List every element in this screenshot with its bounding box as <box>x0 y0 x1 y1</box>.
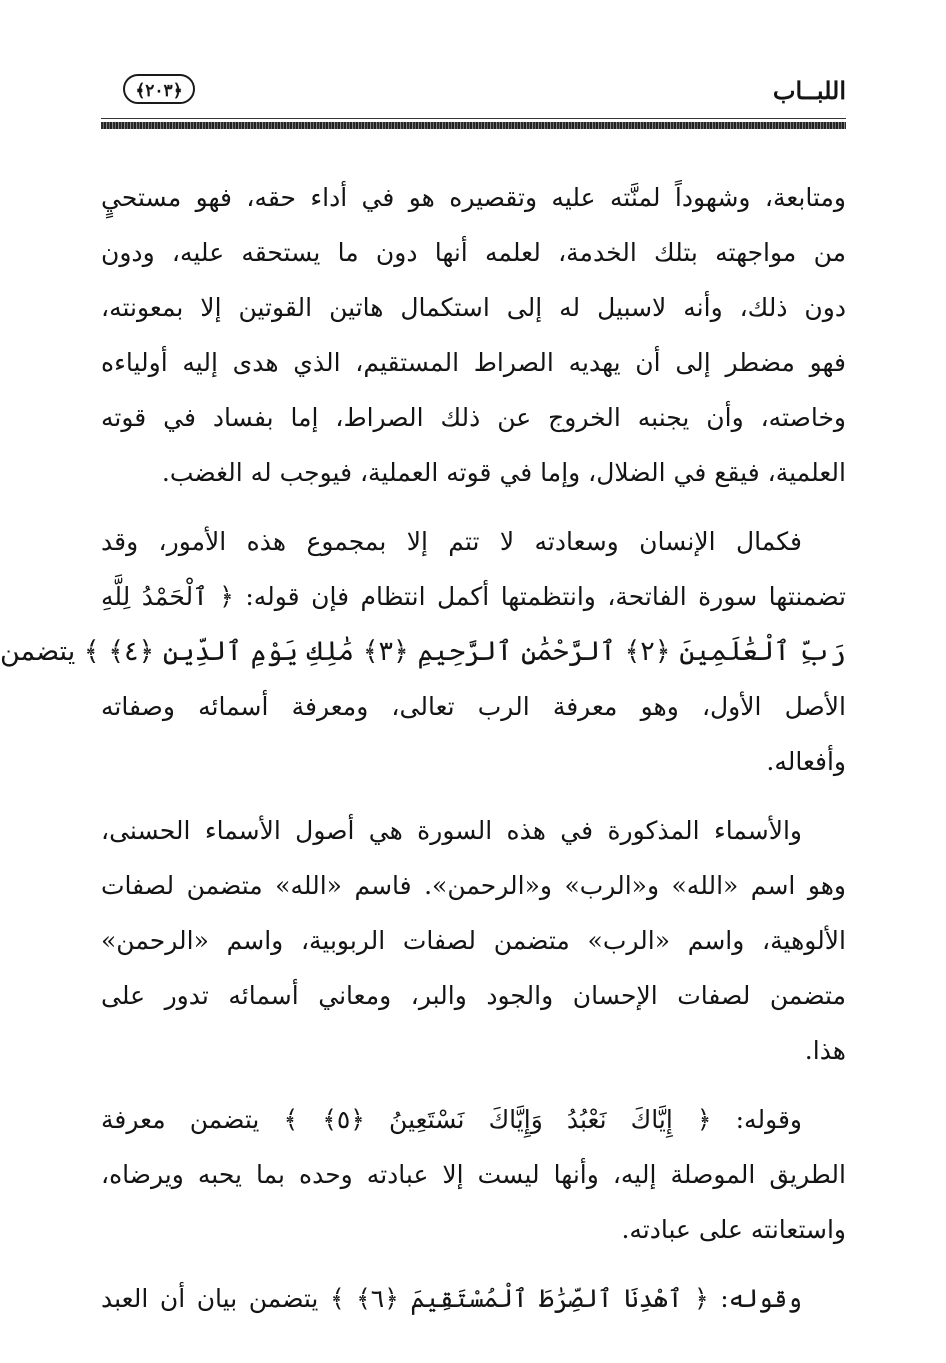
running-title: اللبــاب <box>772 76 846 105</box>
text-line: العلمية، فيقع في الضلال، وإما في قوته العملية، فيوجب له الغضب. <box>161 458 846 487</box>
text-line: واستعانته على عبادته. <box>621 1215 846 1244</box>
header-rule-thin <box>101 118 846 119</box>
text-line: تضمنتها سورة الفاتحة، وانتظمتها أكمل انتظام فإن قوله: ﴿ ٱلْحَمْدُ لِلَّهِ <box>101 582 846 611</box>
text-line: دون ذلك، وأنه لاسبيل له إلى استكمال هاتين القوتين إلا بمعونته، <box>101 293 846 322</box>
text-line: الطريق الموصلة إليه، وأنها ليست إلا عبادته وحده بما يحبه ويرضاه، <box>101 1160 846 1189</box>
text-line: الأصل الأول، وهو معرفة الرب تعالى، ومعرفة أسمائه وصفاته <box>101 692 846 721</box>
header-rule <box>101 122 846 129</box>
text-line: الألوهية، واسم «الرب» متضمن لصفات الربوبية، واسم «الرحمن» <box>101 926 846 955</box>
page-number: ﴿٢٠٣﴾ <box>123 74 195 104</box>
text-line: والأسماء المذكورة في هذه السورة هي أصول الأسماء الحسنى، <box>101 816 802 845</box>
page-header <box>101 66 846 114</box>
text-line: ومتابعة، وشهوداً لمنَّته عليه وتقصيره هو في أداء حقه، فهو مستحيٍ <box>101 183 846 212</box>
text-line: فهو مضطر إلى أن يهديه الصراط المستقيم، الذي هدى إليه أولياءه <box>101 348 846 377</box>
text-line: وقوله: ﴿ إِيَّاكَ نَعْبُدُ وَإِيَّاكَ نَسْتَعِينُ ﴿٥﴾ ﴾ يتضمن معرفة <box>101 1105 803 1134</box>
text-line: وهو اسم «الله» و«الرب» و«الرحمن». فاسم «الله» متضمن لصفات <box>101 871 846 900</box>
text-line: من مواجهته بتلك الخدمة، لعلمه أنها دون ما يستحقه عليه، ودون <box>101 238 846 267</box>
text-line: وأفعاله. <box>766 747 846 776</box>
text-line: وخاصته، وأن يجنبه الخروج عن ذلك الصراط، إما بفساد في قوته <box>101 403 846 432</box>
quran-verse-line: رَبِّ ٱلْعَٰلَمِينَ ﴿٢﴾ ٱلرَّحْمَٰنِ ٱلرَّحِيمِ ﴿٣﴾ مَٰلِكِ يَوْمِ ٱلدِّينِ ﴿٤﴾ ﴾ يتضمن <box>0 636 846 667</box>
page-body <box>0 170 846 1326</box>
text-line: هذا. <box>804 1036 846 1065</box>
text-line: وقوله: ﴿ ٱهْدِنَا ٱلصِّرَٰطَ ٱلْمُسْتَقِيمَ ﴿٦﴾ ﴾ يتضمن بيان أن العبد <box>101 1284 802 1313</box>
text-line: متضمن لصفات الإحسان والجود والبر، ومعاني أسمائه تدور على <box>101 981 846 1010</box>
text-line: فكمال الإنسان وسعادته لا تتم إلا بمجموع هذه الأمور، وقد <box>101 527 802 556</box>
